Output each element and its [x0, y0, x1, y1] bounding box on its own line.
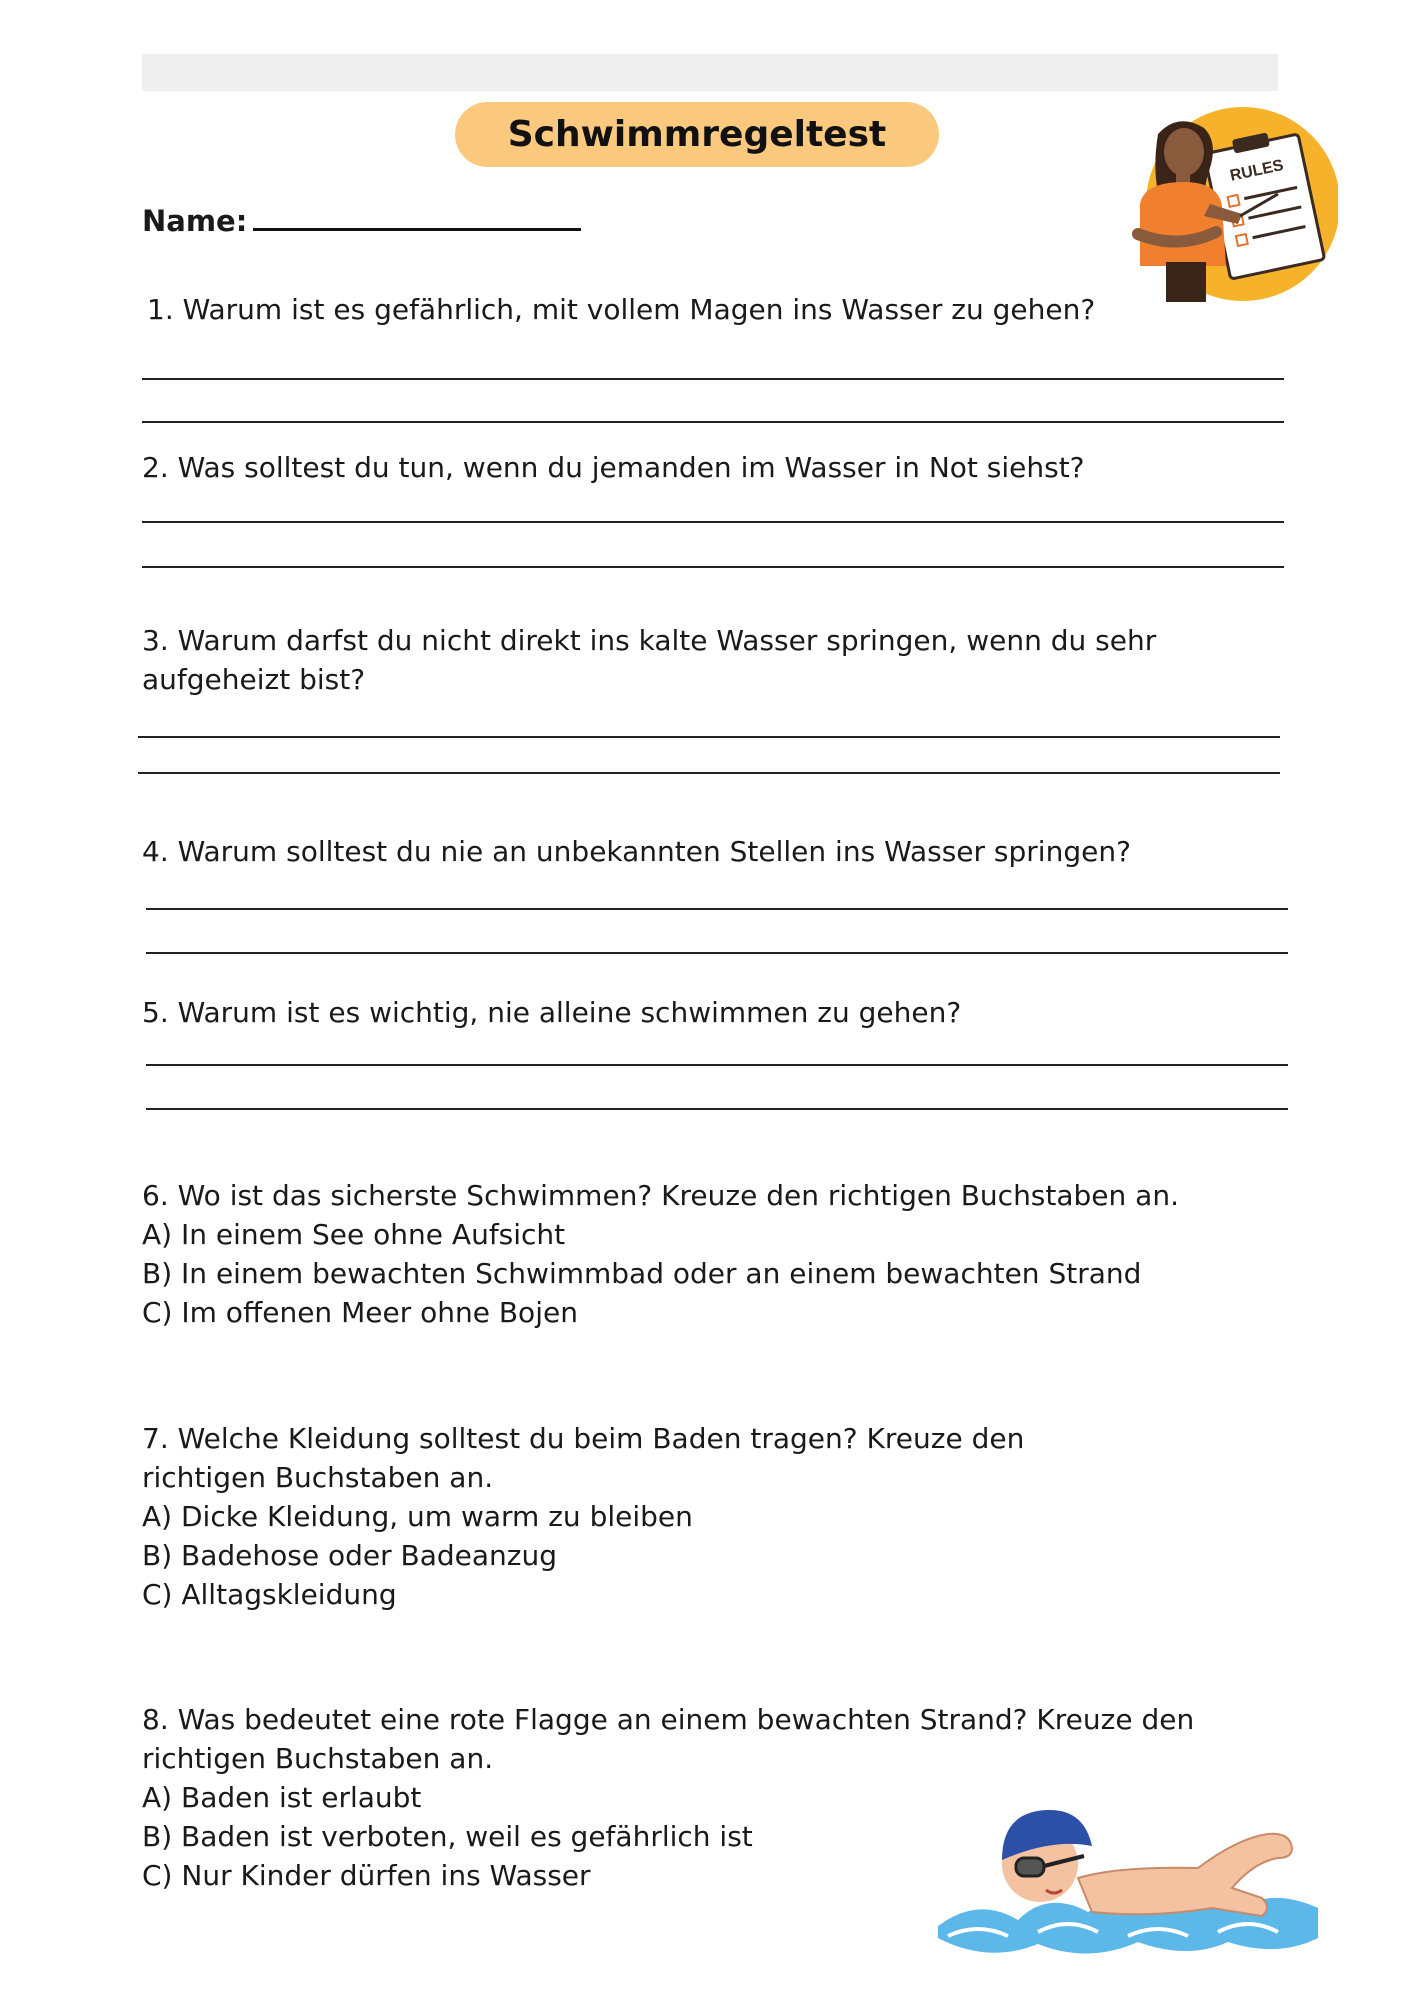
answer-line[interactable] [142, 566, 1284, 568]
option-7c[interactable]: C) Alltagskleidung [142, 1578, 397, 1611]
top-bar [142, 54, 1278, 91]
name-label: Name: [142, 204, 248, 238]
question-1: 1. Warum ist es gefährlich, mit vollem Magen ins Wasser zu gehen? [147, 293, 1096, 326]
question-8: 8. Was bedeutet eine rote Flagge an einem bewachten Strand? Kreuze den richtigen Buchstaben an. [142, 1703, 1195, 1775]
question-7: 7. Welche Kleidung solltest du beim Baden tragen? Kreuze den richtigen Buchstaben an. [142, 1422, 1025, 1494]
answer-line[interactable] [146, 908, 1288, 910]
answer-line[interactable] [142, 378, 1284, 380]
option-7a[interactable]: A) Dicke Kleidung, um warm zu bleiben [142, 1500, 693, 1533]
option-7b[interactable]: B) Badehose oder Badeanzug [142, 1539, 558, 1572]
swimmer-illustration [928, 1786, 1328, 1966]
name-field [142, 198, 581, 238]
answer-line[interactable] [138, 736, 1280, 738]
option-6a[interactable]: A) In einem See ohne Aufsicht [142, 1218, 566, 1251]
option-8a[interactable]: A) Baden ist erlaubt [142, 1781, 422, 1814]
teacher-with-rules-clipboard-illustration [1118, 104, 1338, 304]
answer-line[interactable] [146, 1064, 1288, 1066]
question-4: 4. Warum solltest du nie an unbekannten Stellen ins Wasser springen? [142, 835, 1131, 868]
question-2: 2. Was solltest du tun, wenn du jemanden im Wasser in Not siehst? [142, 451, 1085, 484]
answer-line[interactable] [142, 521, 1284, 523]
option-6c[interactable]: C) Im offenen Meer ohne Bojen [142, 1296, 578, 1329]
answer-line[interactable] [146, 952, 1288, 954]
answer-line[interactable] [146, 1108, 1288, 1110]
rules-label: RULES [1228, 156, 1286, 185]
answer-line[interactable] [138, 772, 1280, 774]
name-answer-line[interactable] [253, 198, 581, 231]
option-6b[interactable]: B) In einem bewachten Schwimmbad oder an einem bewachten Strand [142, 1257, 1142, 1290]
question-3: 3. Warum darfst du nicht direkt ins kalte Wasser springen, wenn du sehr aufgeheizt bist? [142, 624, 1157, 696]
option-8c[interactable]: C) Nur Kinder dürfen ins Wasser [142, 1859, 591, 1892]
question-5: 5. Warum ist es wichtig, nie alleine schwimmen zu gehen? [142, 996, 962, 1029]
question-6: 6. Wo ist das sicherste Schwimmen? Kreuze den richtigen Buchstaben an. [142, 1179, 1179, 1212]
page-title: Schwimmregeltest [455, 102, 939, 167]
option-8b[interactable]: B) Baden ist verboten, weil es gefährlich ist [142, 1820, 753, 1853]
answer-line[interactable] [142, 421, 1284, 423]
